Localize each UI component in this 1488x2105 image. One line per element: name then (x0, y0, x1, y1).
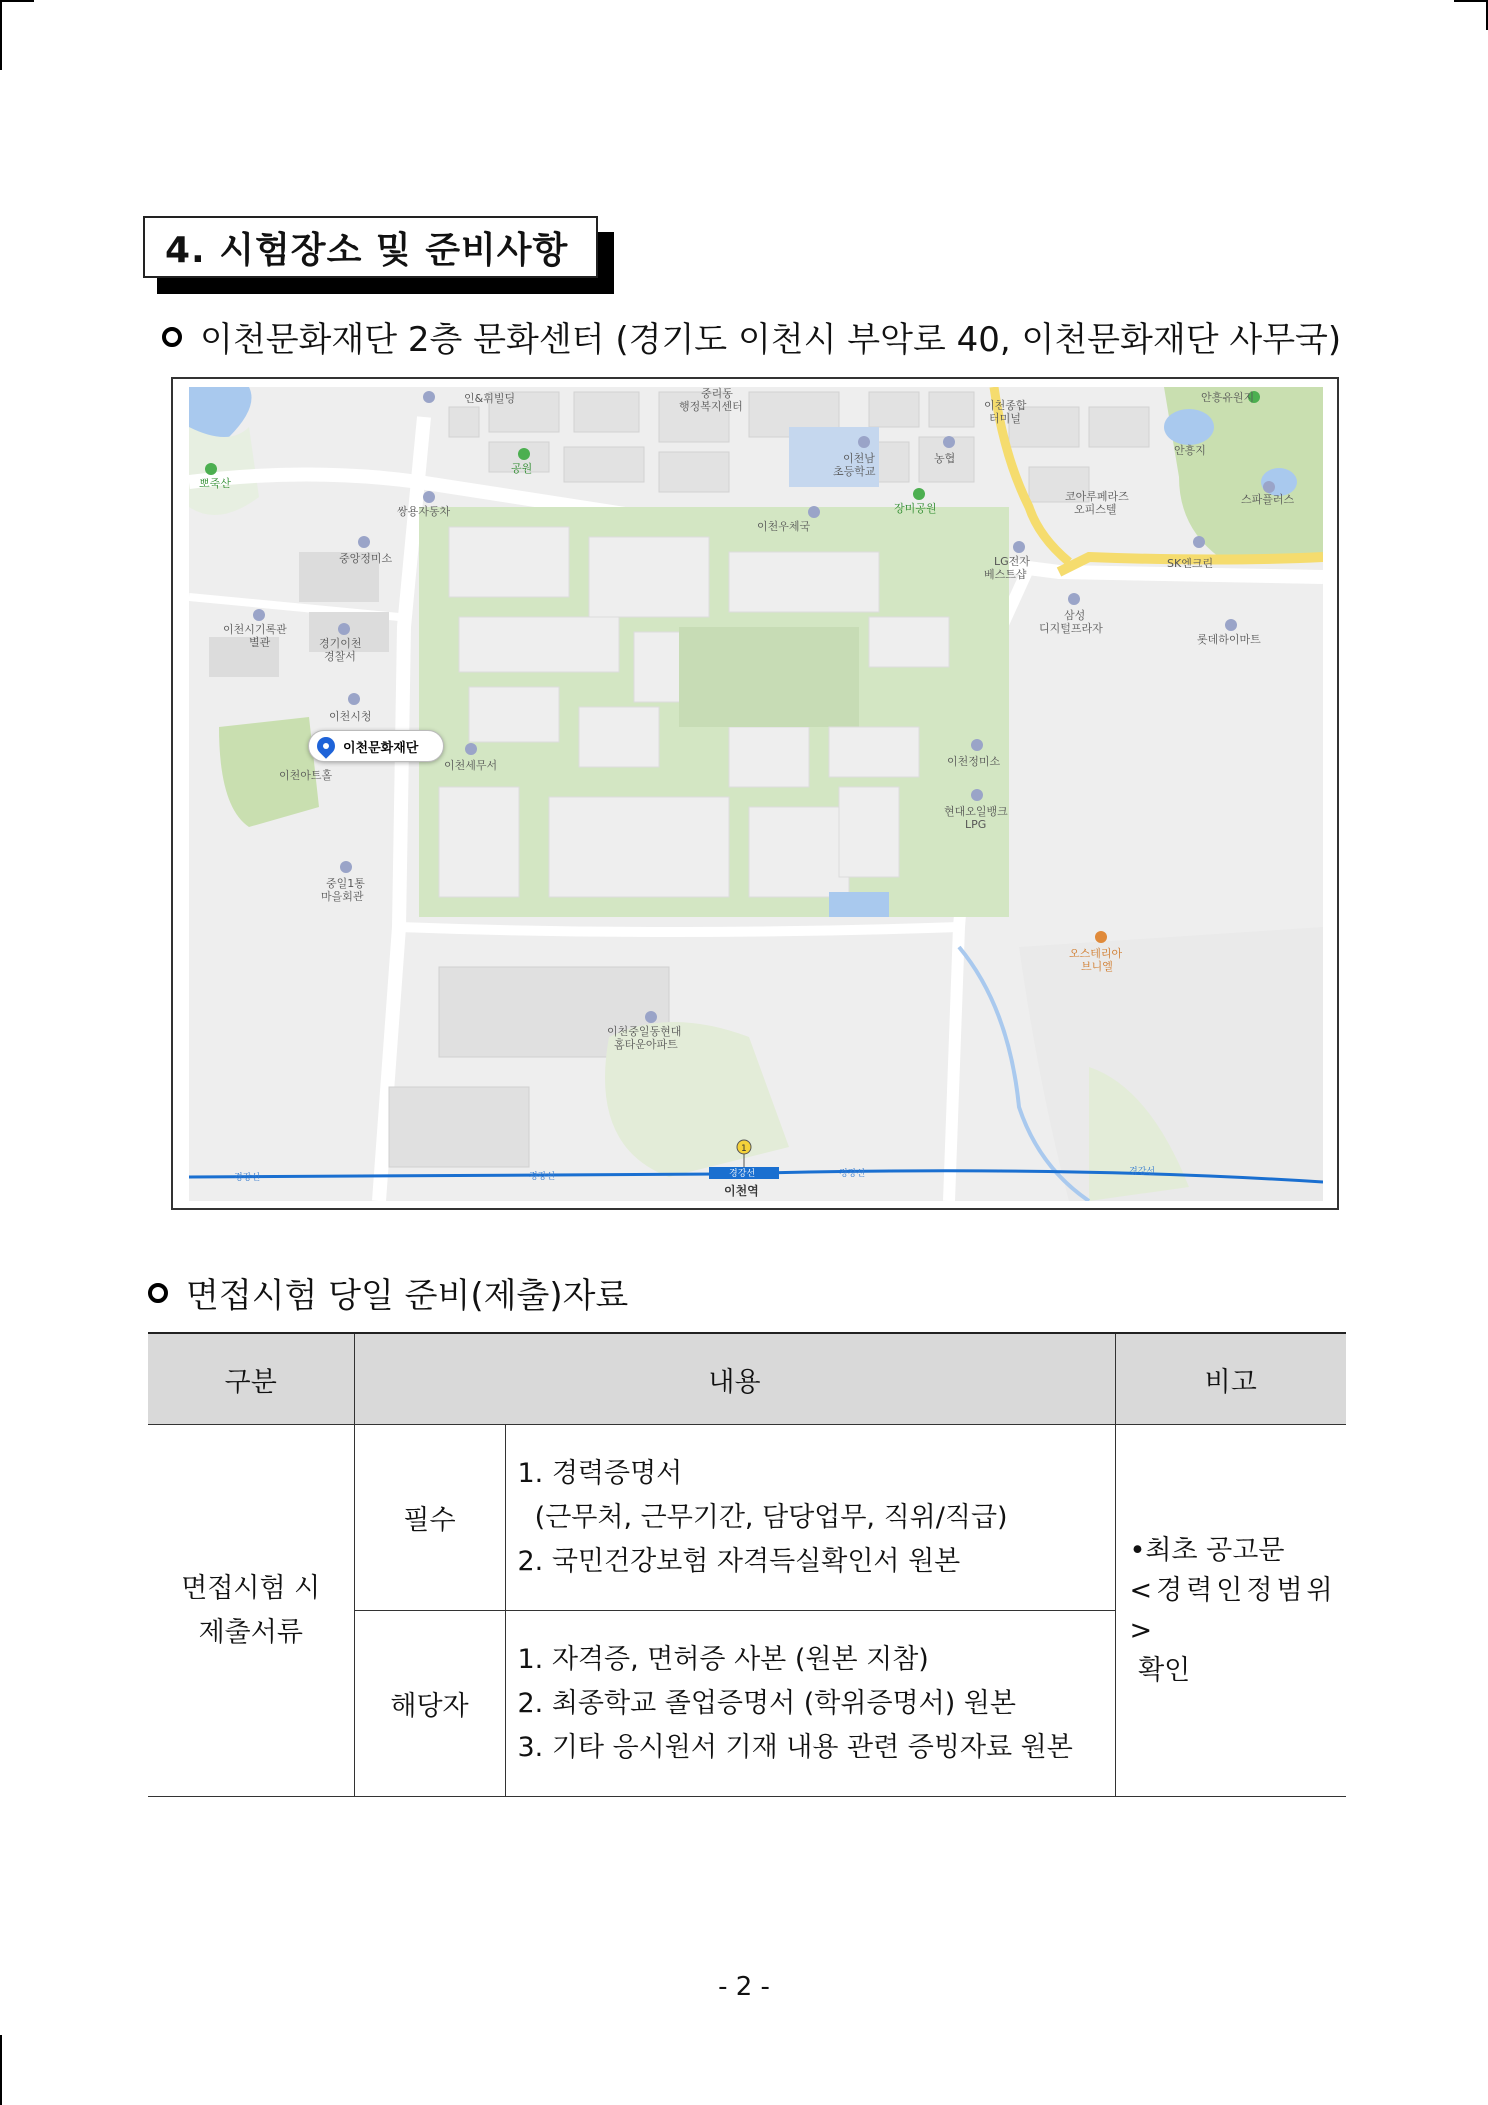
applicable-label: 해당자 (354, 1611, 505, 1797)
note-line: <경력인정범위> (1129, 1574, 1337, 1646)
map-label-terminal2: 터미널 (989, 412, 1021, 425)
map-label-corea2: 오피스텔 (1074, 503, 1117, 516)
category-line-1: 면접시험 시 (181, 1572, 321, 1604)
prep-title: 면접시험 당일 준비(제출)자료 (186, 1276, 629, 1316)
map-label-police2: 경찰서 (324, 650, 356, 663)
corner-mark-top-left-h (0, 0, 34, 2)
map-label-apt: 이천중일동현대 (607, 1025, 682, 1038)
map-canvas (189, 387, 1323, 1201)
applicable-item: 2. 최종학교 졸업증명서 (학위증명서) 원본 (517, 1687, 1016, 1719)
map-label-jungri2: 행정복지센터 (679, 400, 743, 413)
map-label-lotte: 롯데하이마트 (1197, 633, 1261, 646)
map-pin-icon (313, 733, 338, 758)
map-label-jungri: 중리동 (701, 387, 733, 400)
map-label-sk: SK엔크린 (1167, 557, 1214, 570)
location-line (162, 312, 1341, 361)
map-graphic (189, 387, 1323, 1201)
map-label-jungil: 중일1통 (326, 877, 365, 890)
required-item: 2. 국민건강보험 자격득실확인서 원본 (517, 1545, 961, 1577)
map-label-lg2: 베스트샵 (984, 568, 1027, 581)
map-label-line-4: 경강선 (1129, 1167, 1156, 1177)
map-label-icheon-clean: 이천정미소 (947, 755, 1001, 768)
map-label-archive2: 별관 (249, 636, 271, 649)
table-row-required (148, 1425, 1346, 1611)
map-label-arthall: 이천아트홀 (279, 769, 333, 782)
note-line: •최초 공고문 (1129, 1534, 1285, 1566)
page-number: - 2 - (718, 1972, 770, 2002)
map-label-anheung-pond: 안흥지 (1174, 444, 1206, 457)
map-label-archive: 이천시기록관 (223, 623, 287, 636)
note-cell (1115, 1425, 1346, 1797)
map-label-jangmi: 장미공원 (894, 502, 937, 515)
applicable-items (505, 1611, 1115, 1797)
prep-line (148, 1268, 628, 1317)
circle-bullet-icon (162, 327, 182, 347)
map-label-osteria: 오스테리아 (1069, 947, 1123, 960)
map-label-apt2: 홈타운아파트 (614, 1038, 678, 1051)
required-item: (근무처, 근무기간, 담당업무, 직위/직급) (517, 1501, 1008, 1533)
map-label-ssangyong: 쌍용자동차 (397, 505, 451, 518)
map-label-lg: LG전자 (994, 555, 1030, 568)
map-label-osteria2: 브니엘 (1081, 960, 1113, 973)
map-label-terminal: 이천종합 (984, 399, 1027, 412)
map-label-park: 공원 (511, 462, 533, 475)
map-label-icheonnam2: 초등학교 (833, 465, 876, 478)
map-label-line-2: 경강선 (529, 1172, 556, 1182)
required-item: 1. 경력증명서 (517, 1457, 683, 1489)
submission-table (148, 1332, 1346, 1797)
required-items (505, 1425, 1115, 1611)
corner-mark-top-right-h (1454, 0, 1488, 2)
map-label-station-line: 경강선 (729, 1169, 756, 1179)
applicable-item: 3. 기타 응시원서 기재 내용 관련 증빙자료 원본 (517, 1731, 1073, 1763)
map-label-tax: 이천세무서 (444, 759, 498, 772)
map-label-bokjuksan: 뽀죽산 (199, 477, 231, 490)
map-label-station-num: 1 (741, 1144, 747, 1154)
map-label-station: 이천역 (724, 1184, 759, 1198)
map-pin-label: 이천문화재단 (343, 740, 419, 756)
section-title: 4. 시험장소 및 준비사항 (143, 216, 598, 278)
applicable-item: 1. 자격증, 면허증 사본 (원본 지참) (517, 1643, 929, 1675)
header-note: 비고 (1115, 1333, 1346, 1425)
header-content: 내용 (354, 1333, 1115, 1425)
map-label-inwi: 인&휘빌딩 (464, 392, 516, 405)
map-label-spaplus: 스파플러스 (1241, 493, 1295, 506)
table-header-row (148, 1333, 1346, 1425)
category-cell (148, 1425, 354, 1797)
note-line: 확인 (1129, 1654, 1191, 1686)
map-label-line-3: 경강선 (839, 1169, 866, 1179)
map-label-hyundai-oil2: LPG (965, 818, 987, 831)
map-label-samsung2: 디지털프라자 (1039, 622, 1103, 635)
required-label: 필수 (354, 1425, 505, 1611)
map-label-post: 이천우체국 (757, 520, 811, 533)
map-label-samsung: 삼성 (1064, 609, 1086, 622)
map-label-icheonnam: 이천남 (843, 452, 875, 465)
circle-bullet-icon (148, 1283, 168, 1303)
map-label-jungil2: 마을회관 (321, 890, 364, 903)
location-map (171, 377, 1339, 1210)
header-category: 구분 (148, 1333, 354, 1425)
map-label-jungang-clean: 중앙정미소 (339, 552, 393, 565)
corner-mark-top-left (0, 0, 2, 70)
location-text: 이천문화재단 2층 문화센터 (경기도 이천시 부악로 40, 이천문화재단 사무국) (200, 320, 1342, 360)
map-label-line-1: 경강선 (234, 1173, 261, 1183)
map-label-police: 경기이천 (319, 637, 362, 650)
corner-mark-bottom-left (0, 2035, 2, 2105)
map-label-anheung-park: 안흥유원지 (1201, 391, 1255, 404)
category-line-2: 제출서류 (198, 1616, 303, 1648)
map-label-corea: 코아루페라즈 (1065, 490, 1129, 503)
map-label-cityhall: 이천시청 (329, 710, 372, 723)
map-pin-badge[interactable] (308, 730, 444, 762)
map-label-nonghyup: 농협 (934, 452, 956, 465)
map-label-hyundai-oil: 현대오일뱅크 (944, 805, 1008, 818)
